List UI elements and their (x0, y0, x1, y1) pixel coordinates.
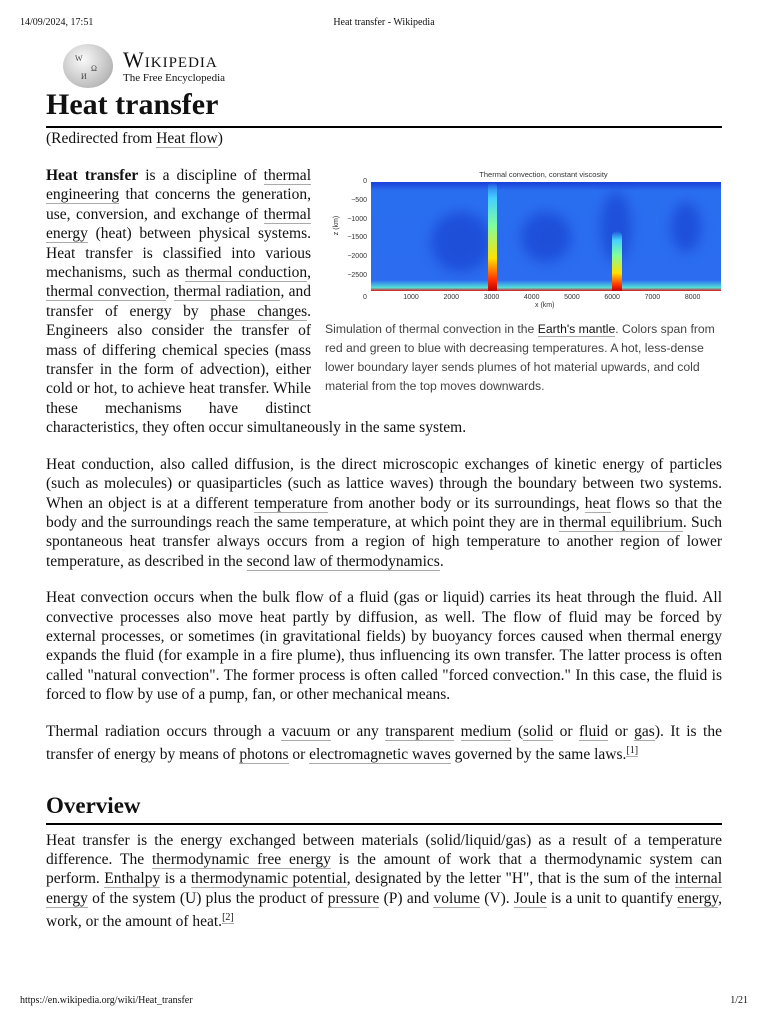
hot-plume (488, 182, 497, 291)
x-tick-label: 0 (363, 294, 367, 301)
wiki-link[interactable]: thermal radiation (173, 283, 281, 301)
x-tick-label: 6000 (604, 294, 620, 301)
wiki-link[interactable]: electromagnetic waves (309, 746, 451, 764)
figure-thermal-convection (325, 166, 722, 396)
wiki-link[interactable]: vacuum (281, 722, 331, 740)
text: of the system (U) plus the product of (87, 889, 328, 907)
x-tick-label: 8000 (684, 294, 701, 301)
heatmap-image[interactable] (371, 182, 721, 291)
text: . Colors span from red and green to blue with decreasing temperatures. A hot, less-dense lower boundary layer sends plumes of hot material upwards, and cold material from the top moves downwards. (325, 322, 715, 393)
x-tick-label: 3000 (483, 294, 500, 301)
citation (222, 912, 234, 924)
text: is the amount of work that a thermodynamic system can perform. (46, 850, 723, 888)
wiki-link[interactable]: thermal engineering (46, 167, 311, 204)
y-tick-label: −2000 (347, 253, 367, 261)
x-tick-label: 4000 (523, 294, 540, 301)
text: governed by the same laws. (450, 746, 627, 764)
text: , designated by the letter "H", that is the sum of the (346, 870, 675, 888)
text: is a unit to quantify (546, 889, 678, 907)
wiki-link[interactable]: energy (677, 889, 719, 907)
wiki-link[interactable]: pressure (327, 889, 380, 907)
x-axis-label: x (km) (535, 302, 555, 309)
text: Heat conduction, also called diffusion, is the direct microscopic exchanges of kinetic energy of particles (such as molecules) or quasiparticles (such as lattice waves) through the boundary between two systems. When an object is at a different (46, 455, 722, 512)
text: . (439, 552, 444, 570)
wiki-link[interactable]: medium (460, 722, 512, 740)
y-tick-label: −1500 (347, 234, 367, 242)
paragraph-overview (46, 831, 722, 932)
text: , and transfer of energy by (46, 283, 312, 320)
wikipedia-tagline: The Free Encyclopedia (123, 71, 226, 84)
y-tick-label: −500 (351, 196, 367, 204)
y-tick-label: −1000 (347, 215, 367, 223)
text: ). It is the transfer of energy by means of (46, 722, 722, 764)
wiki-link[interactable]: solid (523, 722, 554, 740)
wikipedia-globe-icon: W Ω И (63, 44, 113, 88)
wiki-link[interactable]: temperature (253, 494, 328, 512)
text: is a (160, 870, 191, 888)
paragraph-convection (46, 588, 722, 704)
wiki-link[interactable]: second law of thermodynamics (246, 552, 440, 570)
text: (P) and (379, 889, 434, 907)
wiki-link[interactable]: Enthalpy (104, 870, 161, 888)
text: (Redirected from (46, 130, 157, 147)
y-axis-label: z (km) (333, 215, 341, 236)
text: from another body or its surroundings, (327, 494, 585, 512)
convection-chart (325, 170, 722, 320)
wiki-link[interactable]: internal energy (46, 870, 722, 907)
x-tick-label: 1000 (403, 294, 419, 301)
redirect-notice (46, 130, 722, 148)
wiki-link[interactable]: heat (584, 494, 611, 512)
wiki-link[interactable]: thermal convection (46, 283, 166, 301)
text: flows so that the body and the surroundings reach the same temperature, at which point they are in (46, 494, 723, 531)
chart-title: Thermal convection, constant viscosity (479, 170, 608, 179)
text: or any (330, 722, 386, 740)
text: Thermal radiation occurs through a (46, 722, 282, 740)
citation (626, 745, 638, 757)
citation-link[interactable]: [1] (626, 744, 639, 756)
section-heading-overview: Overview (46, 791, 722, 825)
wiki-link[interactable]: gas (634, 722, 655, 740)
page-title: Heat transfer (46, 86, 722, 128)
paragraph-radiation (46, 722, 722, 765)
text: Heat convection occurs when the bulk flow of a fluid (gas or liquid) carries its heat through the fluid. All convective processes also move heat partly by diffusion, as well. The flow of fluid may be forced by external processes, or sometimes (in gravitational fields) by buoyancy forces caused when thermal energy expands the fluid (for example in a fire plume), thus influencing its own transfer. The latter process is often called "natural convection". The former process is often called "forced convection." In this case, the fluid is forced to flow by use of a pump, fan, or other mechanical means. (46, 589, 722, 704)
text: Simulation of thermal convection in the (325, 322, 538, 336)
text: ( (511, 722, 524, 740)
x-tick-label: 7000 (644, 294, 661, 301)
text: or (288, 746, 310, 764)
paragraph-conduction (46, 455, 722, 571)
x-tick-label: 5000 (564, 294, 580, 301)
text: Heat transfer is the energy exchanged between materials (solid/liquid/gas) as a result of a temperature difference. The (46, 831, 722, 868)
text: that concerns the generation, use, conversion, and exchange of (46, 186, 311, 223)
wiki-link[interactable]: volume (433, 889, 480, 907)
wiki-link[interactable]: photons (239, 746, 289, 764)
wiki-link[interactable]: thermodynamic free energy (151, 850, 331, 868)
text: (heat) between physical systems. Heat transfer is classified into various mechanisms, such as (46, 225, 311, 282)
wiki-link[interactable]: thermal conduction (185, 264, 308, 282)
wikipedia-wordmark: Wikipedia (123, 46, 218, 72)
wiki-link[interactable]: phase changes (210, 302, 308, 320)
wiki-link[interactable]: transparent (385, 722, 455, 740)
citation-link[interactable]: [2] (222, 912, 234, 924)
text: , work, or the amount of heat. (46, 889, 722, 931)
wiki-link[interactable]: thermodynamic potential (190, 870, 347, 888)
text: (V). (479, 889, 514, 907)
print-page-title: Heat transfer - Wikipedia (333, 17, 435, 28)
hot-plume (612, 231, 622, 291)
x-tick-label: 2000 (443, 294, 460, 301)
print-page-number: 1/21 (730, 995, 748, 1006)
text: is a discipline of (138, 167, 264, 184)
wikipedia-logo[interactable] (63, 44, 225, 88)
y-tick-label: 0 (363, 178, 367, 185)
figure-caption (325, 320, 722, 396)
wiki-link[interactable]: thermal equilibrium (559, 513, 683, 531)
article-content (46, 86, 722, 949)
wiki-link[interactable]: thermal energy (46, 205, 311, 243)
text: or (608, 722, 635, 740)
text: , (165, 283, 174, 301)
text: . Engineers also consider the transfer of mass of differing chemical species (mass transfer in the form of advection), either cold or hot, to achieve heat transfer. While these mechanisms have distinct characteristics, they often occur simultaneously in the same system. (46, 302, 467, 437)
text: ) (217, 130, 223, 147)
bold-term: Heat transfer (46, 167, 139, 184)
wiki-link[interactable]: fluid (579, 722, 609, 740)
text: . Such spontaneous heat transfer always occurs from a region of high temperature to another region of lower temperature, as described in the (46, 513, 722, 570)
print-url: https://en.wikipedia.org/wiki/Heat_transfer (20, 995, 193, 1006)
y-tick-label: −2500 (347, 271, 367, 279)
wiki-link[interactable]: Heat flow (156, 130, 218, 147)
wiki-link[interactable]: Earth's mantle (537, 322, 616, 336)
text: or (553, 722, 580, 740)
text (454, 723, 460, 740)
wiki-link[interactable]: Joule (513, 889, 547, 907)
print-date: 14/09/2024, 17:51 (20, 17, 94, 28)
text: , (307, 264, 311, 282)
